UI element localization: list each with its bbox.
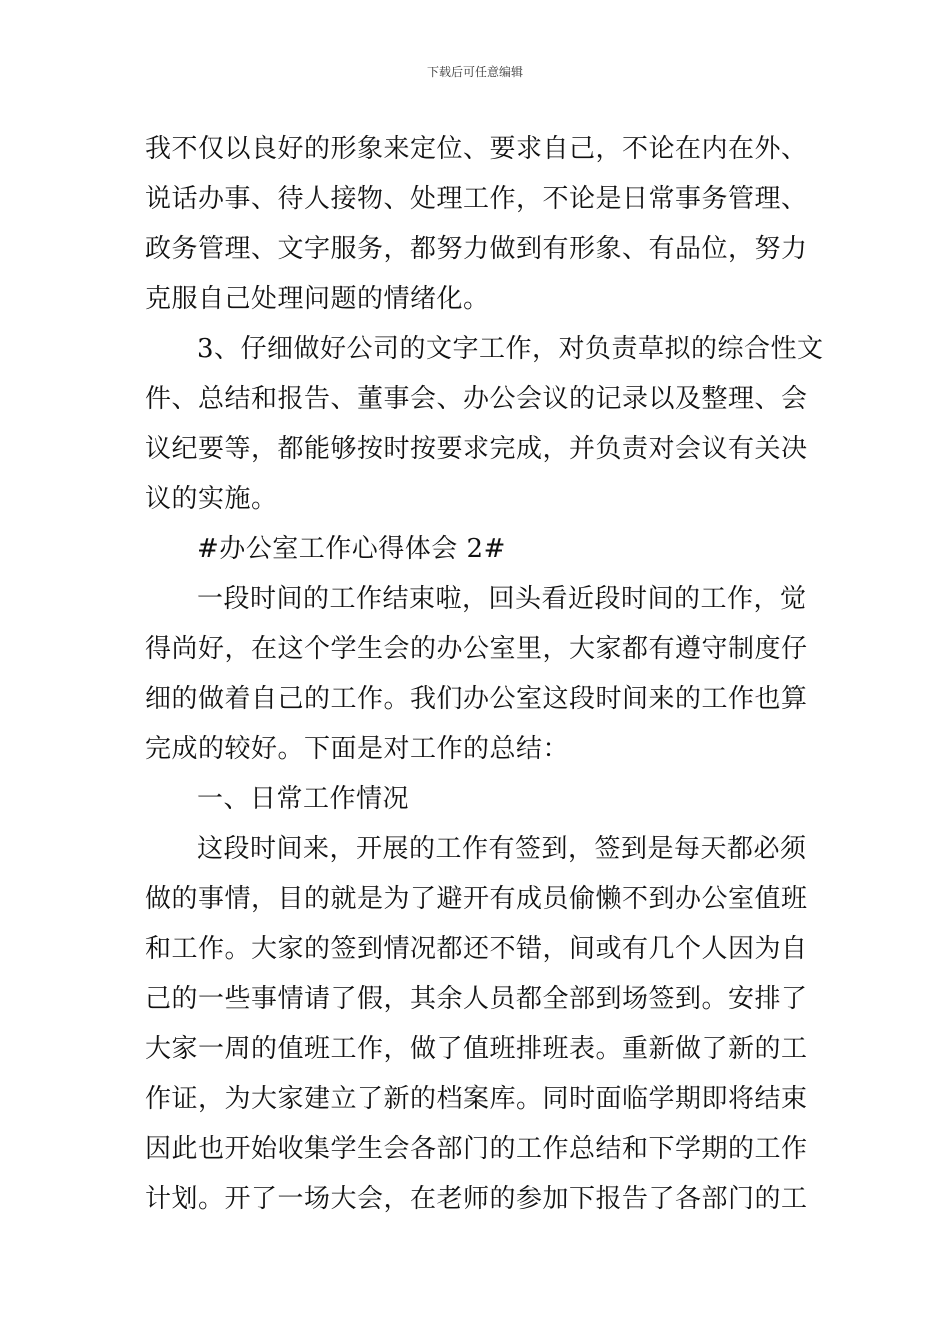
text-line: 己的一些事情请了假，其余人员都全部到场签到。安排了: [145, 984, 808, 1014]
text-line: 政务管理、文字服务，都努力做到有形象、有品位，努力: [145, 234, 808, 264]
text-line: 我不仅以良好的形象来定位、要求自己，不论在内在外、: [145, 134, 808, 164]
paragraph-start-line: 3、仔细做好公司的文字工作，对负责草拟的综合性文: [197, 334, 824, 364]
section-heading: #办公室工作心得体会 2#: [197, 534, 506, 564]
text-line: 做的事情，目的就是为了避开有成员偷懒不到办公室值班: [145, 884, 808, 914]
paragraph-start-line: 这段时间来，开展的工作有签到，签到是每天都必须: [197, 834, 807, 864]
text-line: 件、总结和报告、董事会、办公会议的记录以及整理、会: [145, 384, 808, 414]
text-line: 计划。开了一场大会，在老师的参加下报告了各部门的工: [145, 1184, 808, 1214]
text-line: 说话办事、待人接物、处理工作，不论是日常事务管理、: [145, 184, 808, 214]
text-line: 克服自己处理问题的情绪化。: [145, 284, 490, 314]
paragraph-start-line: 一段时间的工作结束啦，回头看近段时间的工作，觉: [197, 584, 807, 614]
text-line: 议的实施。: [145, 484, 278, 514]
text-line: 大家一周的值班工作，做了值班排班表。重新做了新的工: [145, 1034, 808, 1064]
document-body: [145, 124, 824, 1224]
text-line: 完成的较好。下面是对工作的总结：: [145, 734, 570, 764]
subsection-heading: 一、日常工作情况: [197, 784, 410, 814]
text-line: 因此也开始收集学生会各部门的工作总结和下学期的工作: [145, 1134, 808, 1164]
text-line: 作证，为大家建立了新的档案库。同时面临学期即将结束: [145, 1084, 808, 1114]
text-line: 和工作。大家的签到情况都还不错，间或有几个人因为自: [145, 934, 808, 964]
text-line: 细的做着自己的工作。我们办公室这段时间来的工作也算: [145, 684, 808, 714]
page-header-note: 下载后可任意编辑: [426, 65, 523, 79]
text-line: 议纪要等，都能够按时按要求完成，并负责对会议有关决: [145, 434, 808, 464]
text-line: 得尚好，在这个学生会的办公室里，大家都有遵守制度仔: [145, 634, 808, 664]
